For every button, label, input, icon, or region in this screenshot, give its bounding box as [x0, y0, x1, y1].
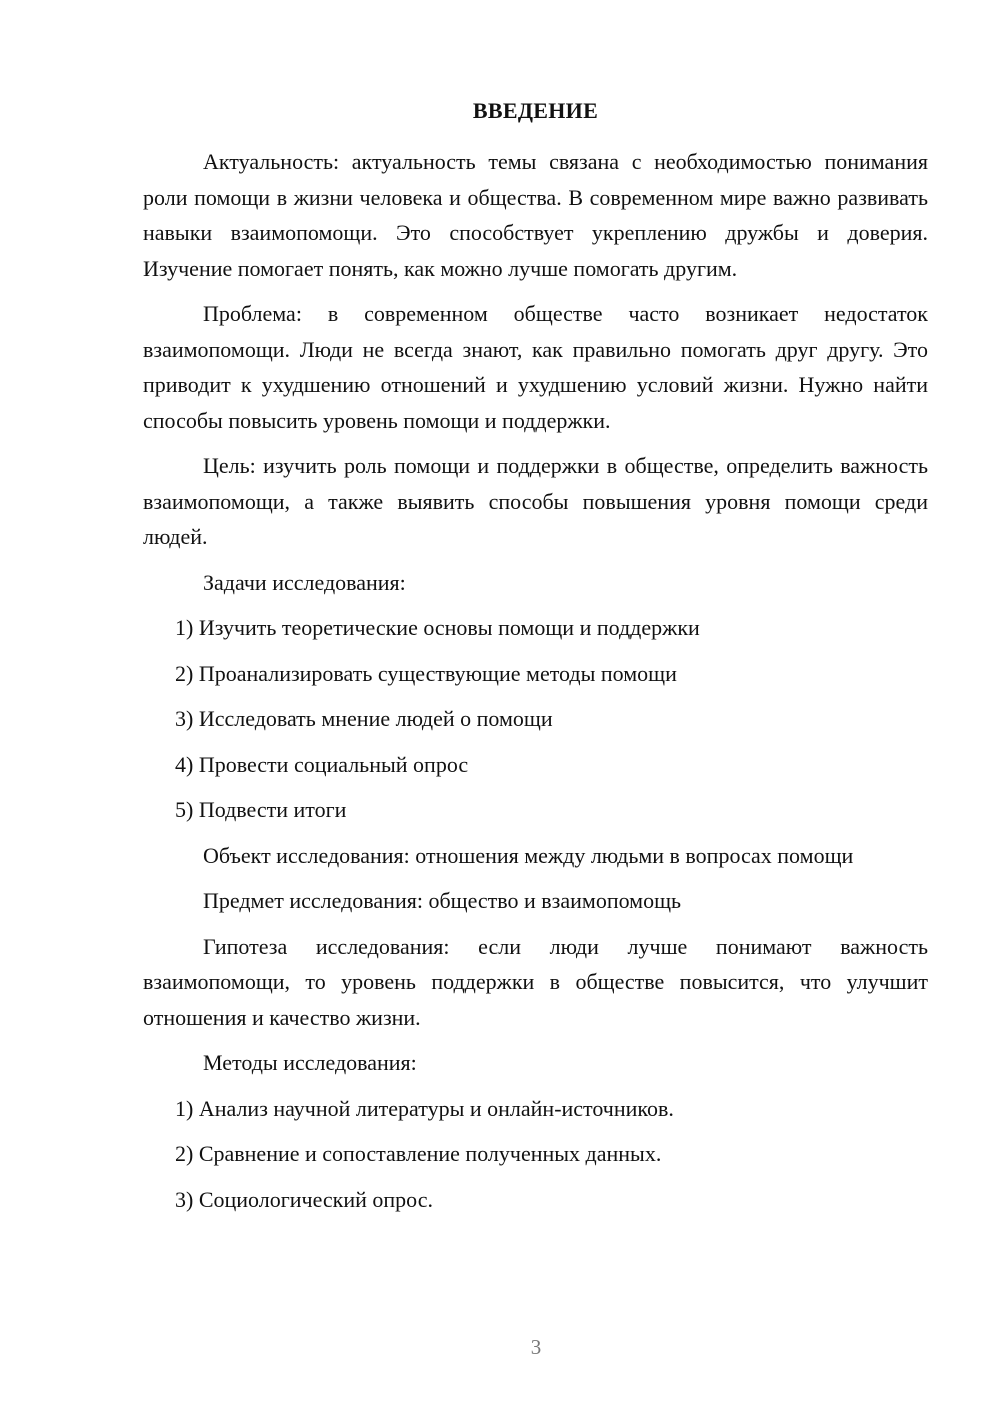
tasks-heading: Задачи исследования: [203, 569, 406, 595]
list-item: 1) Анализ научной литературы и онлайн-источников. [175, 1095, 674, 1121]
problem-paragraph: Проблема: в современном обществе часто возникает недостаток взаимопомощи. Люди не всегда знают, как правильно помогать друг другу. Это приводит к ухудшению отношений и ухудшению условий жизни. Нужно найти способы повысить уровень помощи и поддержки. [143, 301, 928, 433]
subject-paragraph: Предмет исследования: общество и взаимопомощь [203, 888, 682, 913]
hypothesis-paragraph: Гипотеза исследования: если люди лучше понимают важность взаимопомощи, то уровень поддержки в обществе повысится, что улучшит отношения и качество жизни. [143, 933, 928, 1030]
tasks-list [143, 610, 928, 828]
goal-paragraph: Цель: изучить роль помощи и поддержки в обществе, определить важность взаимопомощи, а также выявить способы повышения уровня помощи среди людей. [143, 453, 928, 549]
list-item: 2) Проанализировать существующие методы помощи [175, 660, 677, 686]
list-item: 4) Провести социальный опрос [175, 751, 469, 777]
page-title: ВВЕДЕНИЕ [472, 98, 599, 123]
list-item: 3) Исследовать мнение людей о помощи [175, 706, 553, 731]
relevance-paragraph: Актуальность: актуальность темы связана с необходимостью понимания роли помощи в жизни человека и общества. В современном мире важно развивать навыки взаимопомощи. Это способствует укреплению дружбы и доверия. Изучение помогает понять, как можно лучше помогать другим. [143, 149, 928, 281]
list-item: 2) Сравнение и сопоставление полученных данных. [175, 1141, 662, 1166]
methods-list [143, 1091, 928, 1218]
methods-heading: Методы исследования: [203, 1050, 417, 1075]
list-item: 1) Изучить теоретические основы помощи и поддержки [175, 615, 700, 640]
list-item: 5) Подвести итоги [175, 797, 347, 822]
page-number: 3 [530, 1335, 542, 1359]
list-item: 3) Социологический опрос. [175, 1186, 433, 1212]
page-content [143, 98, 928, 1227]
object-paragraph: Объект исследования: отношения между людьми в вопросах помощи [203, 842, 854, 868]
